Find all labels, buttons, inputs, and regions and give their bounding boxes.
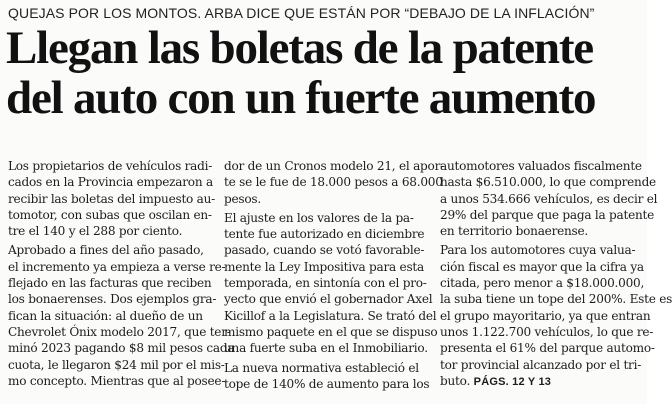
body-line: la suba tiene un tope del 200%. Este es [440, 292, 672, 307]
body-line: Chevrolet Ónix modelo 2017, que ter- [8, 324, 231, 339]
body-line: presenta el 61% del parque automo- [440, 341, 655, 356]
body-line: El ajuste en los valores de la pa- [224, 210, 414, 225]
body-line: el grupo mayoritario, ya que entran [440, 308, 651, 323]
body-line: te se le fue de 18.000 pesos a 68.000 [224, 175, 443, 190]
body-line: cados en la Provincia empezaron a [8, 175, 213, 190]
body-line: yecto que envió el gobernador Axel [224, 292, 433, 307]
body-line: tope de 140% de aumento para los [224, 376, 430, 391]
body-line-last [440, 373, 648, 390]
body-line: cuota, le llegaron $24 mil por el mis- [8, 357, 225, 372]
column-2 [224, 158, 444, 392]
body-line: fican la situación: al dueño de un [8, 308, 203, 323]
body-line: el incremento ya empieza a verse re- [8, 259, 226, 274]
body-line: Para los automotores cuya valua- [440, 243, 636, 258]
body-line: citada, pero menor a $18.000.000, [440, 276, 645, 291]
body-line: hasta $6.510.000, lo que comprende [440, 175, 656, 190]
page-reference: PÁGS. 12 Y 13 [473, 375, 552, 388]
body-line: dor de un Cronos modelo 21, el apor- [224, 159, 444, 173]
article-body [0, 158, 672, 404]
body-line: La nueva normativa estableció el [224, 360, 419, 375]
body-line: pasado, cuando se votó favorable- [224, 243, 425, 258]
body-line: minó 2023 pagando $8 mil pesos cada [8, 341, 235, 356]
body-line: automotores valuados fiscalmente [440, 159, 642, 173]
headline-line-2: del auto con un fuerte aumento [6, 72, 596, 124]
body-line-text: buto. [440, 373, 471, 388]
body-line: una fuerte suba en el Inmobiliario. [224, 341, 428, 356]
headline [6, 23, 646, 123]
body-line: Los propietarios de vehículos radi- [8, 159, 213, 173]
body-line: pesos. [224, 191, 261, 206]
body-line: flejado en las facturas que reciben [8, 276, 212, 291]
body-line: los bonaerenses. Dos ejemplos gra- [8, 292, 217, 307]
body-line: a unos 534.666 vehículos, es decir el [440, 191, 658, 206]
body-line: tor provincial alcanzado por el tri- [440, 357, 642, 372]
kicker: QUEJAS POR LOS MONTOS. ARBA DICE QUE ESTÁN POR “DEBAJO DE LA INFLACIÓN” [8, 5, 595, 21]
body-line: mo concepto. Mientras que al posee- [8, 373, 226, 388]
body-line: mente la Ley Impositiva para esta [224, 259, 424, 274]
body-line: Kicillof a la Legislatura. Se trató del [224, 308, 437, 323]
body-line: tente fue autorizado en diciembre [224, 227, 425, 242]
body-line: temporada, en sintonía con el pro- [224, 276, 427, 291]
body-line: unos 1.122.700 vehículos, lo que re- [440, 324, 654, 339]
headline-line-1: Llegan las boletas de la patente [6, 22, 593, 74]
body-line: ción fiscal es mayor que la cifra ya [440, 259, 644, 274]
body-line: en territorio bonaerense. [440, 224, 589, 239]
body-line: tre el 140 y el 288 por ciento. [8, 224, 183, 239]
body-line: 29% del parque que paga la patente [440, 207, 655, 222]
body-line: mismo paquete en el que se dispuso [224, 324, 438, 339]
body-line: recibir las boletas del impuesto au- [8, 191, 216, 206]
column-3 [440, 158, 672, 390]
body-line: Aprobado a fines del año pasado, [8, 243, 204, 258]
body-line: tomotor, con subas que oscilan en- [8, 207, 212, 222]
column-1 [8, 158, 235, 389]
